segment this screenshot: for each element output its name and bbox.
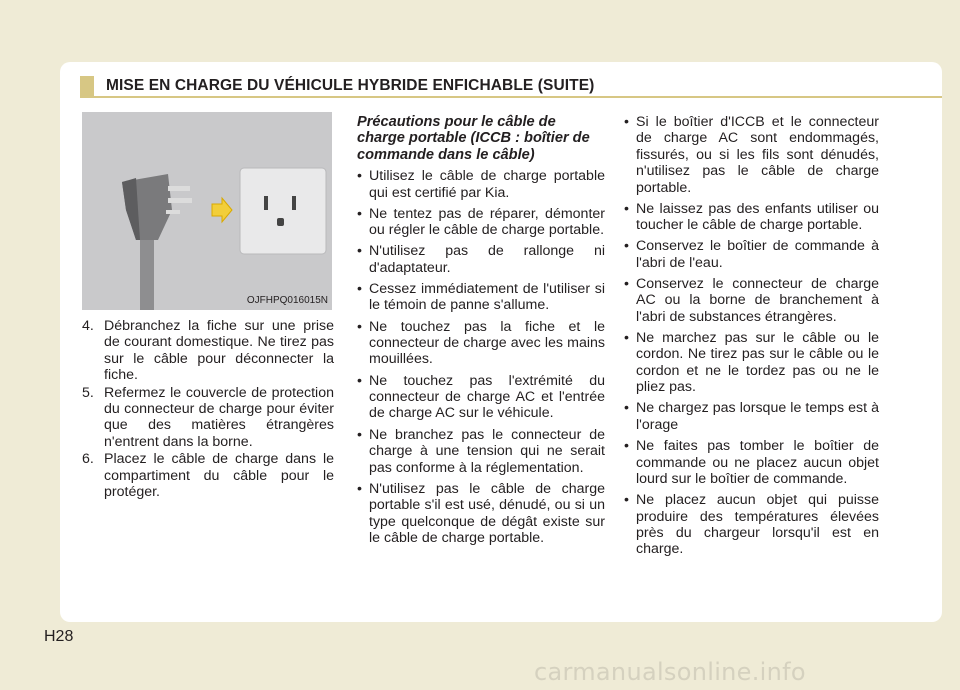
list-item: • Conservez le boîtier de commande à l'abri de l'eau.: [624, 238, 879, 271]
step-list: [82, 318, 334, 500]
step-number: 6.: [82, 451, 94, 468]
header-rule: [94, 96, 942, 98]
list-item: • N'utilisez pas le câble de charge portable s'il est usé, dénudé, ou si un type quelconque de dégât existe sur le câble de charge portable.: [357, 481, 605, 547]
list-item: • Cessez immédiatement de l'utiliser si le témoin de panne s'allume.: [357, 281, 605, 314]
list-item: • Ne tentez pas de réparer, démonter ou régler le câble de charge portable.: [357, 206, 605, 239]
precautions-subtitle: Précautions pour le câble de charge portable (ICCB : boîtier de commande dans le câble): [357, 114, 590, 163]
list-item: [82, 451, 334, 500]
list-item: • Ne faites pas tomber le boîtier de commande ou ne placez aucun objet lourd sur le boîtier de commande.: [624, 438, 879, 487]
step-number: 5.: [82, 384, 94, 401]
precautions-list: [357, 168, 605, 546]
list-item: • Ne touchez pas la fiche et le connecteur de charge avec les mains mouillées.: [357, 319, 605, 368]
list-item: • Ne touchez pas l'extrémité du connecteur de charge AC et l'entrée de charge AC sur le véhicule.: [357, 373, 605, 422]
list-item: • Ne branchez pas le connecteur de charge à une tension qui ne serait pas conforme à la réglementation.: [357, 427, 605, 476]
list-item: • Ne laissez pas des enfants utiliser ou toucher le câble de charge portable.: [624, 201, 879, 234]
list-item: • Ne placez aucun objet qui puisse produire des températures élevées près du chargeur lorsqu'il est en charge.: [624, 492, 879, 558]
page-number: H28: [44, 628, 74, 645]
figure-illustration: [82, 112, 332, 310]
section-header: [80, 76, 942, 98]
header-accent: [80, 76, 94, 98]
arrow-right-icon: [212, 198, 232, 222]
precautions-list-continued: [624, 114, 879, 558]
list-item: • N'utilisez pas de rallonge ni d'adaptateur.: [357, 243, 605, 276]
watermark: carmanualsonline.info: [534, 658, 806, 686]
column-3: [624, 114, 879, 563]
step-text: Refermez le couvercle de protection du connecteur de charge pour éviter que des matières étrangères n'entrent dans la borne.: [104, 384, 334, 450]
figure-code: OJFHPQ016015N: [246, 295, 328, 306]
column-2: [357, 114, 605, 551]
list-item: • Ne marchez pas sur le câble ou le cordon. Ne tirez pas sur le câble ou le cordon et ne le tordez pas ou ne le pliez pas.: [624, 330, 879, 396]
wall-outlet-icon: [240, 168, 326, 254]
list-item: • Ne chargez pas lorsque le temps est à l'orage: [624, 400, 879, 433]
section-title: MISE EN CHARGE DU VÉHICULE HYBRIDE ENFICHABLE (SUITE): [106, 77, 595, 94]
list-item: • Conservez le connecteur de charge AC ou la borne de branchement à l'abri de substances étrangères.: [624, 276, 879, 325]
list-item: • Si le boîtier d'ICCB et le connecteur de charge AC sont endommagés, fissurés, ou si les fils sont dénudés, n'utilisez pas le câble de charge portable.: [624, 114, 879, 196]
step-text: Placez le câble de charge dans le compartiment du câble pour le protéger.: [104, 451, 334, 501]
column-1: [82, 318, 334, 501]
step-text: Débranchez la fiche sur une prise de courant domestique. Ne tirez pas sur le câble pour déconnecter la fiche.: [104, 318, 334, 384]
list-item: [82, 318, 334, 384]
list-item: • Utilisez le câble de charge portable qui est certifié par Kia.: [357, 168, 605, 201]
plug-icon: [122, 174, 192, 240]
figure-plug-outlet: [82, 112, 332, 310]
step-number: 4.: [82, 318, 94, 334]
list-item: [82, 385, 334, 451]
